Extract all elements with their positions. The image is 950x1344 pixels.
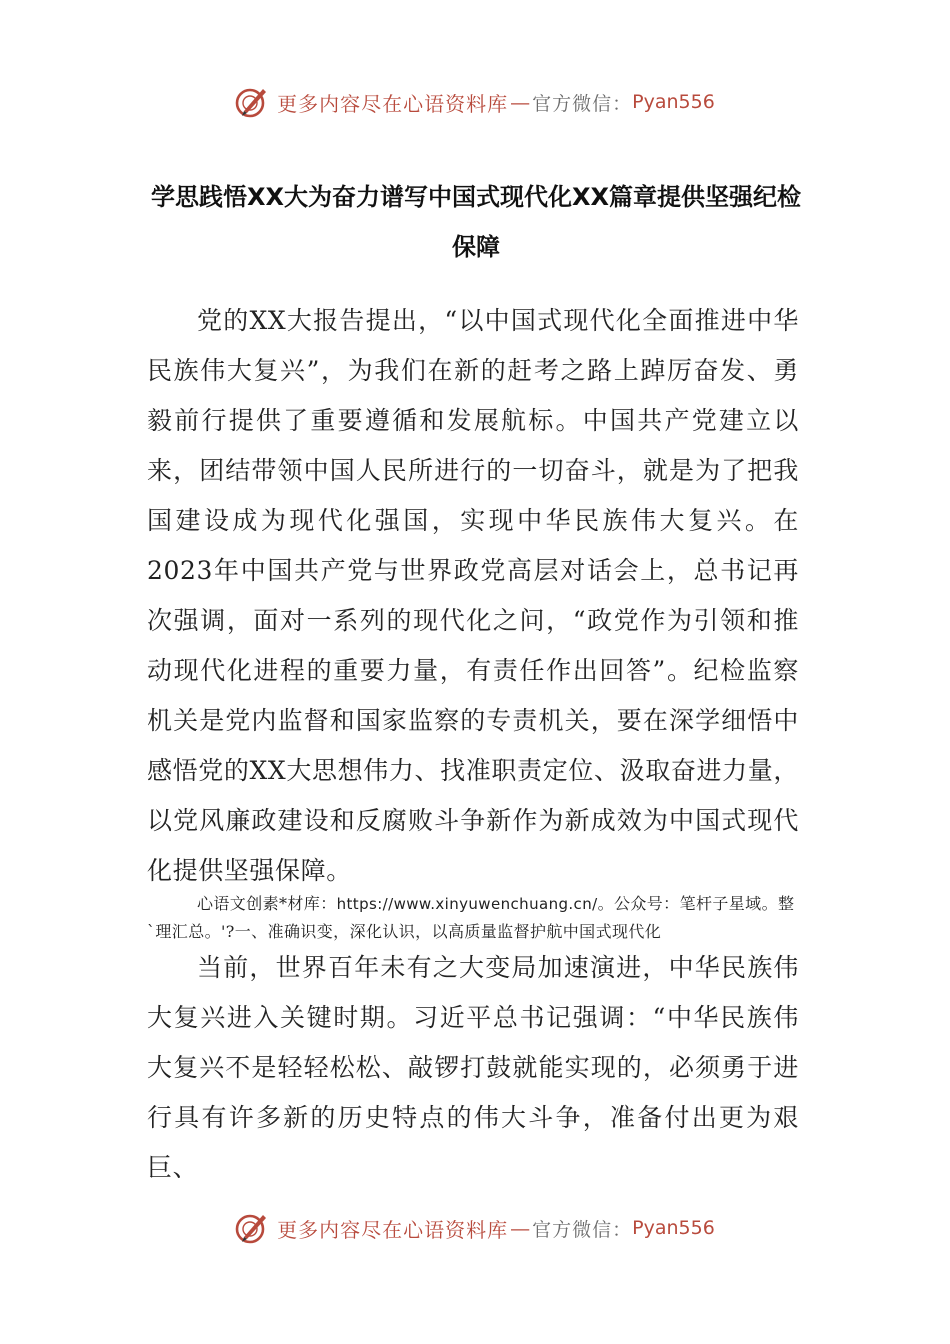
source-note-url[interactable]: https://www.xinyuwenchuang.cn/ bbox=[336, 895, 598, 913]
footer-banner bbox=[0, 1208, 950, 1248]
source-note-prefix: 心语文创素*材库： bbox=[197, 894, 337, 913]
body-paragraph-1: 党的XX大报告提出，“以中国式现代化全面推进中华民族伟大复兴”，为我们在新的赶考之路上踔厉奋发、勇毅前行提供了重要遵循和发展航标。中国共产党建立以来，团结带领中国人民所进行的一切奋斗，就是为了把我国建设成为现代化强国，实现中华民族伟大复兴。在2023年中国共产党与世界政党高层对话会上，总书记再次强调，面对一系列的现代化之问，“政党作为引领和推动现代化进程的重要力量，有责任作出回答”。纪检监察机关是党内监督和国家监察的专责机关，要在深学细悟中感悟党的XX大思想伟力、找准职责定位、汲取奋进力量，以党风廉政建设和反腐败斗争新作为新成效为中国式现代化提供坚强保障。 bbox=[147, 306, 799, 885]
body-paragraph-2: 当前，世界百年未有之大变局加速演进，中华民族伟大复兴进入关键时期。习近平总书记强调：“中华民族伟大复兴不是轻轻松松、敲锣打鼓就能实现的，必须勇于进行具有许多新的历史特点的伟大斗争，准备付出更为艰巨、 bbox=[147, 953, 799, 1182]
banner-separator: — bbox=[510, 1216, 531, 1240]
banner-slogan: 更多内容尽在心语资料库 bbox=[277, 91, 509, 116]
banner-contact-id: Pyan556 bbox=[632, 1217, 715, 1239]
pen-logo-icon bbox=[235, 1211, 269, 1245]
document-title: 学思践悟XX大为奋力谱写中国式现代化XX篇章提供坚强纪检保障 bbox=[150, 183, 801, 261]
banner-separator: — bbox=[510, 90, 531, 114]
banner-contact-id: Pyan556 bbox=[632, 91, 715, 113]
source-note-suffix: 。公众号：笔杆子星域。整`理汇总。'?一、准确识变，深化认识，以高质量监督护航中国式现代化 bbox=[147, 894, 795, 941]
header-banner bbox=[0, 82, 950, 122]
banner-contact-label: 官方微信： bbox=[532, 1218, 633, 1241]
source-note bbox=[147, 890, 799, 945]
pen-logo-icon bbox=[235, 85, 269, 119]
banner-slogan: 更多内容尽在心语资料库 bbox=[277, 1217, 509, 1242]
banner-contact-label: 官方微信： bbox=[532, 92, 633, 115]
